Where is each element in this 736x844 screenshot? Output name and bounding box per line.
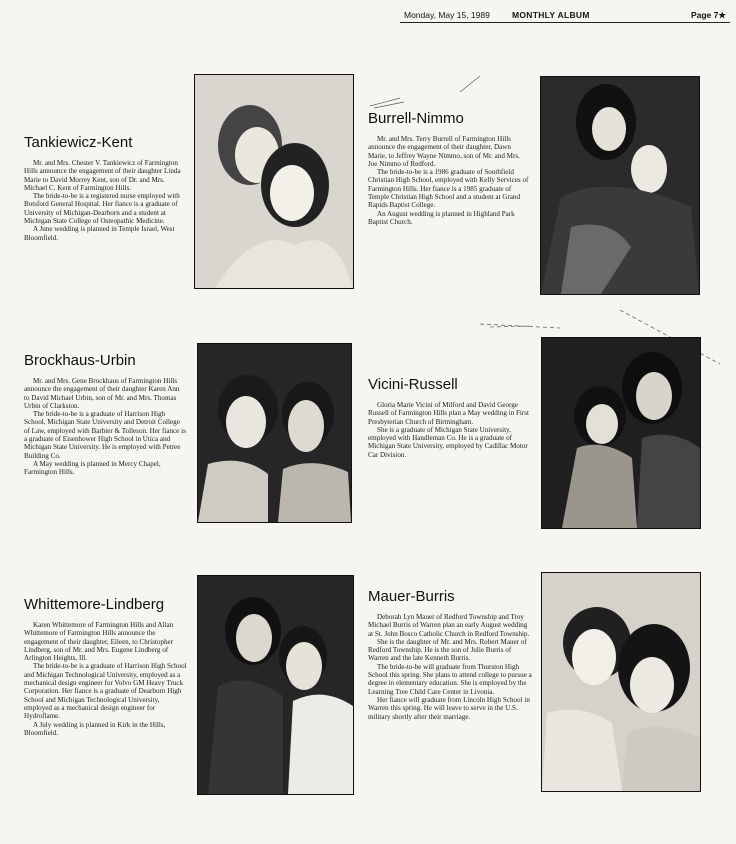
engaged-couple-photo	[540, 76, 700, 295]
announcement-paragraph: Mr. and Mrs. Gene Brockhaus of Farmington Hills announce the engagement of their daughter Karen Ann to David Michael Urbin, son of Mr. and Mrs. Thomas Urbin of Clarkston.	[24, 377, 180, 410]
announcement-paragraph: A June wedding is planned in Temple Israel, West Bloomfield.	[24, 225, 175, 242]
announcement-paragraph: A July wedding is planned in Kirk in the Hills, Bloomfield.	[24, 720, 166, 737]
announcement-paragraph: Deborah Lyn Mauer of Redford Township and Troy Michael Burris of Warren plan an early August wedding at St. John Bosco Catholic Church in Redford Township.	[368, 613, 530, 638]
announcement-mauer-burris	[368, 588, 532, 721]
announcement-paragraph: Mr. and Mrs. Chester V. Tankiewicz of Farmington Hills announce the engagement of their daughter Linda Marie to David Morrey Kent, son of Dr. and Mrs. Michael C. Kent of Farmington Hills.	[24, 159, 181, 192]
announcement-paragraph: An August wedding is planned in Highland Park Baptist Church.	[368, 209, 515, 226]
announcement-paragraph: Her fiance will graduate from Lincoln High School in Warren this spring. He will leave to serve in the U.S. military shortly after their marriage.	[368, 695, 530, 721]
engaged-couple-photo	[197, 575, 354, 795]
engaged-couple-photo	[194, 74, 354, 289]
announcement-title: Mauer-Burris	[368, 588, 455, 605]
announcement-paragraph: A May wedding is planned in Mercy Chapel, Farmington Hills.	[24, 459, 161, 477]
announcement-title: Burrell-Nimmo	[368, 110, 464, 127]
announcement-title: Tankiewicz-Kent	[24, 134, 133, 151]
announcement-brockhaus-urbin	[24, 352, 186, 477]
announcement-paragraph: Gloria Marie Vicini of Milford and David George Russell of Farmington Hills plan a May wedding in First Presbyterian Church of Birmingham.	[368, 401, 529, 426]
header-date: Monday, May 15, 1989	[404, 10, 490, 20]
announcement-paragraph: The bride-to-be is a 1986 graduate of Southfield Christian High School, employed with Kelly Services of Farmington Hills. Her fiance is a 1985 graduate of Temple Christian High School and a student at Grand Rapids Baptist College.	[368, 168, 529, 210]
announcement-paragraph: The bride-to-be is a graduate of Harrison High School and Michigan Technological University, employed as a mechanical design engineer for Volvo GM Heavy Truck Corporation. Her fiance is a graduate of Dearborn High School and Michigan Technological University, employed as a mechanical design engineer for Hydroflame.	[24, 662, 187, 721]
announcement-paragraph: The bride-to-be will graduate from Thurston High School this spring. She plans to attend college to pursue a degree in elementary education. She is employed by the Learning Tree Child Care Center in Livonia.	[368, 662, 532, 696]
announcement-vicini-russell	[368, 376, 532, 459]
announcement-title: Vicini-Russell	[368, 376, 458, 393]
announcement-paragraph: She is a graduate of Michigan State University, employed with Handleman Co. He is a graduate of Michigan State University, employed by Cadillac Motor Car Division.	[368, 425, 528, 459]
header-page-number: Page 7★	[690, 9, 726, 20]
announcement-paragraph: She is the daughter of Mr. and Mrs. Robert Mauer of Redford Township. He is the son of Julie Burris of Warren and the late Kenneth Burris.	[368, 637, 527, 663]
announcement-tankiewicz-kent	[24, 134, 182, 242]
announcement-paragraph: Mr. and Mrs. Terry Burrell of Farmington Hills announce the engagement of their daughter, Dawn Marie, to Jeffrey Wayne Nimmo, son of Mr. and Mrs. Joe Nimmo of Redford.	[368, 135, 520, 168]
engaged-couple-photo	[197, 343, 352, 523]
scan-mark	[360, 72, 500, 112]
engaged-couple-photo	[541, 572, 701, 792]
announcement-paragraph: The bride-to-be is a graduate of Harrison High School, Michigan State University and Detroit College of Law, employed with Barbier & Tolleson. Her fiance is a graduate of Eisenhower High School in Utica and Michigan State University. He is employed with Petree Building Co.	[24, 410, 186, 460]
announcement-title: Whittemore-Lindberg	[24, 596, 165, 613]
announcement-whittemore-lindberg	[24, 596, 188, 737]
announcement-paragraph: Karen Whittemore of Farmington Hills and Allan Whittemore of Farmington Hills announce the engagement of their daughter, Eileen, to Christopher Lindberg, son of Mr. and Mrs. Eugene Lindberg of Arlington Heights, Ill.	[24, 621, 174, 663]
engaged-couple-photo	[541, 337, 701, 529]
page-header	[400, 8, 730, 23]
header-section: MONTHLY ALBUM	[512, 10, 590, 20]
announcement-paragraph: The bride-to-be is a registered nurse employed with Botsford General Hospital. Her fiance is a graduate of University of Michigan-Dearborn and a student at Michigan State College of Osteopathic Medicine.	[24, 192, 180, 226]
announcement-burrell-nimmo	[368, 110, 530, 226]
announcement-title: Brockhaus-Urbin	[24, 352, 136, 369]
